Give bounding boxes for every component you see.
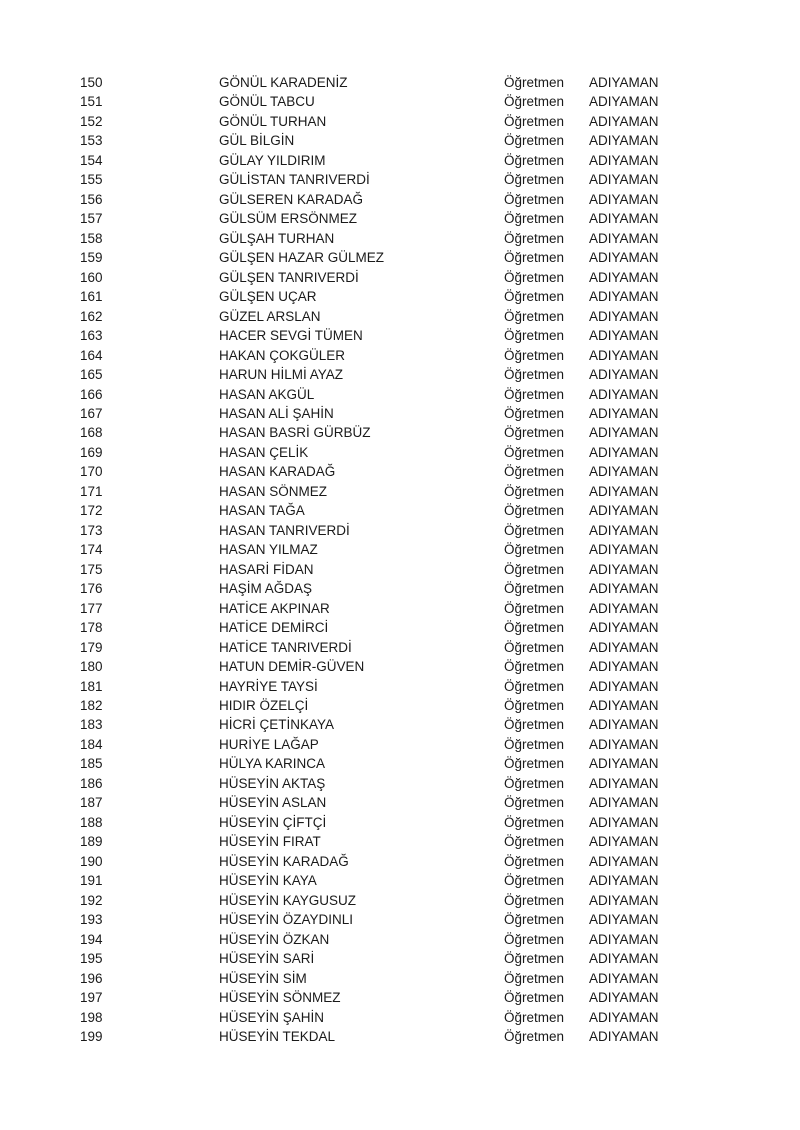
- job-title: Öğretmen: [504, 970, 565, 986]
- job-title: Öğretmen: [504, 853, 565, 869]
- row-number: 174: [80, 542, 103, 558]
- person-name: HURİYE LAĞAP: [219, 736, 319, 752]
- table-row: [0, 92, 800, 111]
- city-name: ADIYAMAN: [589, 1028, 659, 1044]
- city-name: ADIYAMAN: [589, 834, 659, 850]
- job-title: Öğretmen: [504, 75, 565, 90]
- job-title: Öğretmen: [504, 620, 565, 636]
- job-title: Öğretmen: [504, 1028, 565, 1044]
- row-number: 151: [80, 94, 103, 110]
- person-name: GÖNÜL TURHAN: [219, 113, 327, 129]
- table-row: [0, 657, 800, 676]
- row-number: 155: [80, 172, 103, 188]
- person-name: HATİCE AKPINAR: [219, 600, 330, 616]
- row-number: 195: [80, 951, 103, 967]
- city-name: ADIYAMAN: [589, 269, 659, 285]
- table-row: [0, 307, 800, 326]
- job-title: Öğretmen: [504, 386, 565, 402]
- person-name: GÜLŞEN UÇAR: [219, 289, 317, 305]
- person-name: HÜSEYİN ASLAN: [219, 795, 327, 811]
- job-title: Öğretmen: [504, 367, 565, 383]
- table-row: [0, 112, 800, 131]
- table-row: [0, 131, 800, 150]
- job-title: Öğretmen: [504, 698, 565, 713]
- table-row: [0, 560, 800, 579]
- table-row: [0, 891, 800, 910]
- table-row: [0, 443, 800, 462]
- city-name: ADIYAMAN: [589, 600, 659, 616]
- job-title: Öğretmen: [504, 133, 565, 149]
- job-title: Öğretmen: [504, 659, 565, 675]
- table-row: [0, 813, 800, 832]
- row-number: 187: [80, 795, 103, 811]
- job-title: Öğretmen: [504, 191, 565, 207]
- city-name: ADIYAMAN: [589, 736, 659, 752]
- table-row: [0, 871, 800, 890]
- job-title: Öğretmen: [504, 775, 565, 791]
- table-row: [0, 638, 800, 657]
- person-name: GÜLŞEN HAZAR GÜLMEZ: [219, 250, 385, 266]
- city-name: ADIYAMAN: [589, 405, 659, 421]
- city-name: ADIYAMAN: [589, 951, 659, 967]
- table-row: [0, 209, 800, 228]
- city-name: ADIYAMAN: [589, 113, 659, 129]
- person-name: HACER SEVGİ TÜMEN: [219, 328, 363, 344]
- city-name: ADIYAMAN: [589, 678, 659, 694]
- person-name: HASAN ALİ ŞAHİN: [219, 405, 334, 421]
- city-name: ADIYAMAN: [589, 795, 659, 811]
- city-name: ADIYAMAN: [589, 970, 659, 986]
- city-name: ADIYAMAN: [589, 347, 659, 363]
- job-title: Öğretmen: [504, 1009, 565, 1025]
- person-name: GÜLİSTAN TANRIVERDİ: [219, 172, 370, 188]
- row-number: 176: [80, 581, 103, 597]
- city-name: ADIYAMAN: [589, 133, 659, 149]
- job-title: Öğretmen: [504, 990, 565, 1006]
- person-name: HASAN KARADAĞ: [219, 464, 336, 480]
- job-title: Öğretmen: [504, 113, 565, 129]
- row-number: 191: [80, 873, 103, 889]
- city-name: ADIYAMAN: [589, 542, 659, 558]
- row-number: 156: [80, 191, 103, 207]
- roster-list: [0, 73, 800, 1046]
- city-name: ADIYAMAN: [589, 659, 659, 675]
- city-name: ADIYAMAN: [589, 717, 659, 733]
- person-name: GÖNÜL TABCU: [219, 94, 315, 110]
- row-number: 173: [80, 522, 103, 538]
- row-number: 170: [80, 464, 103, 480]
- person-name: GÜLŞAH TURHAN: [219, 230, 335, 246]
- job-title: Öğretmen: [504, 736, 565, 752]
- job-title: Öğretmen: [504, 269, 565, 285]
- job-title: Öğretmen: [504, 211, 565, 227]
- person-name: HASARİ FİDAN: [219, 561, 314, 577]
- job-title: Öğretmen: [504, 600, 565, 616]
- row-number: 199: [80, 1028, 103, 1044]
- row-number: 164: [80, 347, 103, 363]
- person-name: HAYRİYE TAYSİ: [219, 678, 318, 694]
- row-number: 184: [80, 736, 103, 752]
- city-name: ADIYAMAN: [589, 425, 659, 441]
- table-row: [0, 423, 800, 442]
- person-name: HÜSEYİN ŞAHİN: [219, 1009, 325, 1025]
- person-name: HÜSEYİN KAYA: [219, 873, 317, 889]
- city-name: ADIYAMAN: [589, 191, 659, 207]
- person-name: HARUN HİLMİ AYAZ: [219, 367, 344, 383]
- row-number: 161: [80, 289, 103, 305]
- person-name: HASAN BASRİ GÜRBÜZ: [219, 425, 371, 441]
- person-name: HÜSEYİN KAYGUSUZ: [219, 892, 357, 908]
- table-row: [0, 715, 800, 734]
- job-title: Öğretmen: [504, 873, 565, 889]
- job-title: Öğretmen: [504, 756, 565, 772]
- job-title: Öğretmen: [504, 522, 565, 538]
- row-number: 168: [80, 425, 103, 441]
- table-row: [0, 696, 800, 715]
- row-number: 160: [80, 269, 103, 285]
- row-number: 193: [80, 912, 103, 928]
- table-row: [0, 618, 800, 637]
- row-number: 192: [80, 892, 103, 908]
- city-name: ADIYAMAN: [589, 698, 659, 713]
- city-name: ADIYAMAN: [589, 308, 659, 324]
- job-title: Öğretmen: [504, 250, 565, 266]
- job-title: Öğretmen: [504, 542, 565, 558]
- table-row: [0, 170, 800, 189]
- table-row: [0, 151, 800, 170]
- table-row: [0, 385, 800, 404]
- job-title: Öğretmen: [504, 678, 565, 694]
- row-number: 194: [80, 931, 103, 947]
- table-row: [0, 1008, 800, 1027]
- city-name: ADIYAMAN: [589, 990, 659, 1006]
- person-name: HİCRİ ÇETİNKAYA: [219, 717, 335, 733]
- person-name: HÜSEYİN KARADAĞ: [219, 853, 349, 869]
- table-row: [0, 365, 800, 384]
- row-number: 179: [80, 639, 103, 655]
- table-row: [0, 1027, 800, 1046]
- city-name: ADIYAMAN: [589, 775, 659, 791]
- row-number: 178: [80, 620, 103, 636]
- row-number: 183: [80, 717, 103, 733]
- table-row: [0, 268, 800, 287]
- table-row: [0, 988, 800, 1007]
- person-name: HÜSEYİN TEKDAL: [219, 1028, 336, 1044]
- row-number: 165: [80, 367, 103, 383]
- row-number: 196: [80, 970, 103, 986]
- city-name: ADIYAMAN: [589, 620, 659, 636]
- job-title: Öğretmen: [504, 639, 565, 655]
- person-name: HÜSEYİN AKTAŞ: [219, 775, 326, 791]
- table-row: [0, 346, 800, 365]
- row-number: 197: [80, 990, 103, 1006]
- row-number: 180: [80, 659, 103, 675]
- person-name: HÜSEYİN ÖZAYDINLI: [219, 912, 354, 928]
- row-number: 169: [80, 444, 103, 460]
- job-title: Öğretmen: [504, 581, 565, 597]
- city-name: ADIYAMAN: [589, 581, 659, 597]
- person-name: HÜSEYİN ÖZKAN: [219, 931, 330, 947]
- city-name: ADIYAMAN: [589, 873, 659, 889]
- table-row: [0, 969, 800, 988]
- row-number: 167: [80, 405, 103, 421]
- city-name: ADIYAMAN: [589, 289, 659, 305]
- person-name: HASAN AKGÜL: [219, 386, 315, 402]
- table-row: [0, 326, 800, 345]
- person-name: HATİCE DEMİRCİ: [219, 620, 329, 636]
- table-row: [0, 579, 800, 598]
- table-row: [0, 482, 800, 501]
- table-row: [0, 462, 800, 481]
- job-title: Öğretmen: [504, 444, 565, 460]
- person-name: HÜSEYİN SARİ: [219, 951, 315, 967]
- job-title: Öğretmen: [504, 464, 565, 480]
- table-row: [0, 73, 800, 92]
- row-number: 154: [80, 152, 103, 168]
- table-row: [0, 404, 800, 423]
- city-name: ADIYAMAN: [589, 756, 659, 772]
- row-number: 198: [80, 1009, 103, 1025]
- row-number: 157: [80, 211, 103, 227]
- person-name: GÜLSÜM ERSÖNMEZ: [219, 211, 358, 227]
- job-title: Öğretmen: [504, 172, 565, 188]
- row-number: 188: [80, 814, 103, 830]
- job-title: Öğretmen: [504, 230, 565, 246]
- person-name: HÜLYA KARINCA: [219, 756, 326, 772]
- row-number: 152: [80, 113, 103, 129]
- city-name: ADIYAMAN: [589, 75, 659, 90]
- table-row: [0, 930, 800, 949]
- job-title: Öğretmen: [504, 814, 565, 830]
- city-name: ADIYAMAN: [589, 94, 659, 110]
- person-name: HÜSEYİN SÖNMEZ: [219, 990, 341, 1006]
- city-name: ADIYAMAN: [589, 211, 659, 227]
- person-name: GÜLŞEN TANRIVERDİ: [219, 269, 359, 285]
- city-name: ADIYAMAN: [589, 503, 659, 519]
- city-name: ADIYAMAN: [589, 230, 659, 246]
- row-number: 185: [80, 756, 103, 772]
- city-name: ADIYAMAN: [589, 483, 659, 499]
- job-title: Öğretmen: [504, 892, 565, 908]
- row-number: 186: [80, 775, 103, 791]
- table-row: [0, 754, 800, 773]
- city-name: ADIYAMAN: [589, 639, 659, 655]
- row-number: 166: [80, 386, 103, 402]
- city-name: ADIYAMAN: [589, 892, 659, 908]
- row-number: 189: [80, 834, 103, 850]
- row-number: 177: [80, 600, 103, 616]
- person-name: HÜSEYİN SİM: [219, 970, 307, 986]
- row-number: 181: [80, 678, 103, 694]
- city-name: ADIYAMAN: [589, 152, 659, 168]
- table-row: [0, 735, 800, 754]
- city-name: ADIYAMAN: [589, 444, 659, 460]
- person-name: HASAN ÇELİK: [219, 444, 309, 460]
- person-name: HASAN TAĞA: [219, 503, 305, 519]
- city-name: ADIYAMAN: [589, 328, 659, 344]
- job-title: Öğretmen: [504, 951, 565, 967]
- table-row: [0, 287, 800, 306]
- row-number: 172: [80, 503, 103, 519]
- table-row: [0, 521, 800, 540]
- city-name: ADIYAMAN: [589, 931, 659, 947]
- person-name: GÜLAY YILDIRIM: [219, 152, 326, 168]
- job-title: Öğretmen: [504, 717, 565, 733]
- job-title: Öğretmen: [504, 483, 565, 499]
- job-title: Öğretmen: [504, 308, 565, 324]
- person-name: HATUN DEMİR-GÜVEN: [219, 659, 365, 675]
- city-name: ADIYAMAN: [589, 172, 659, 188]
- city-name: ADIYAMAN: [589, 814, 659, 830]
- table-row: [0, 190, 800, 209]
- job-title: Öğretmen: [504, 795, 565, 811]
- person-name: HATİCE TANRIVERDİ: [219, 639, 352, 655]
- job-title: Öğretmen: [504, 425, 565, 441]
- table-row: [0, 832, 800, 851]
- city-name: ADIYAMAN: [589, 853, 659, 869]
- table-row: [0, 910, 800, 929]
- row-number: 150: [80, 75, 103, 90]
- job-title: Öğretmen: [504, 834, 565, 850]
- row-number: 190: [80, 853, 103, 869]
- person-name: HASAN SÖNMEZ: [219, 483, 328, 499]
- job-title: Öğretmen: [504, 94, 565, 110]
- job-title: Öğretmen: [504, 405, 565, 421]
- city-name: ADIYAMAN: [589, 522, 659, 538]
- job-title: Öğretmen: [504, 347, 565, 363]
- city-name: ADIYAMAN: [589, 912, 659, 928]
- city-name: ADIYAMAN: [589, 561, 659, 577]
- job-title: Öğretmen: [504, 152, 565, 168]
- person-name: HIDIR ÖZELÇİ: [219, 698, 309, 713]
- person-name: GÖNÜL KARADENİZ: [219, 75, 348, 90]
- person-name: HASAN YILMAZ: [219, 542, 318, 558]
- job-title: Öğretmen: [504, 561, 565, 577]
- city-name: ADIYAMAN: [589, 386, 659, 402]
- row-number: 182: [80, 698, 103, 713]
- table-row: [0, 501, 800, 520]
- job-title: Öğretmen: [504, 328, 565, 344]
- city-name: ADIYAMAN: [589, 367, 659, 383]
- person-name: HAKAN ÇOKGÜLER: [219, 347, 346, 363]
- person-name: HÜSEYİN ÇİFTÇİ: [219, 814, 327, 830]
- person-name: HAŞİM AĞDAŞ: [219, 581, 313, 597]
- job-title: Öğretmen: [504, 931, 565, 947]
- person-name: HÜSEYİN FIRAT: [219, 834, 321, 850]
- row-number: 171: [80, 483, 103, 499]
- row-number: 159: [80, 250, 103, 266]
- person-name: GÜL BİLGİN: [219, 133, 295, 149]
- table-row: [0, 540, 800, 559]
- row-number: 162: [80, 308, 103, 324]
- city-name: ADIYAMAN: [589, 250, 659, 266]
- table-row: [0, 793, 800, 812]
- job-title: Öğretmen: [504, 912, 565, 928]
- person-name: GÜLSEREN KARADAĞ: [219, 191, 364, 207]
- table-row: [0, 248, 800, 267]
- row-number: 163: [80, 328, 103, 344]
- city-name: ADIYAMAN: [589, 1009, 659, 1025]
- table-row: [0, 949, 800, 968]
- row-number: 158: [80, 230, 103, 246]
- table-row: [0, 599, 800, 618]
- table-row: [0, 774, 800, 793]
- person-name: GÜZEL ARSLAN: [219, 308, 321, 324]
- row-number: 153: [80, 133, 103, 149]
- table-row: [0, 229, 800, 248]
- city-name: ADIYAMAN: [589, 464, 659, 480]
- job-title: Öğretmen: [504, 503, 565, 519]
- row-number: 175: [80, 561, 103, 577]
- table-row: [0, 677, 800, 696]
- table-row: [0, 852, 800, 871]
- person-name: HASAN TANRIVERDİ: [219, 522, 350, 538]
- job-title: Öğretmen: [504, 289, 565, 305]
